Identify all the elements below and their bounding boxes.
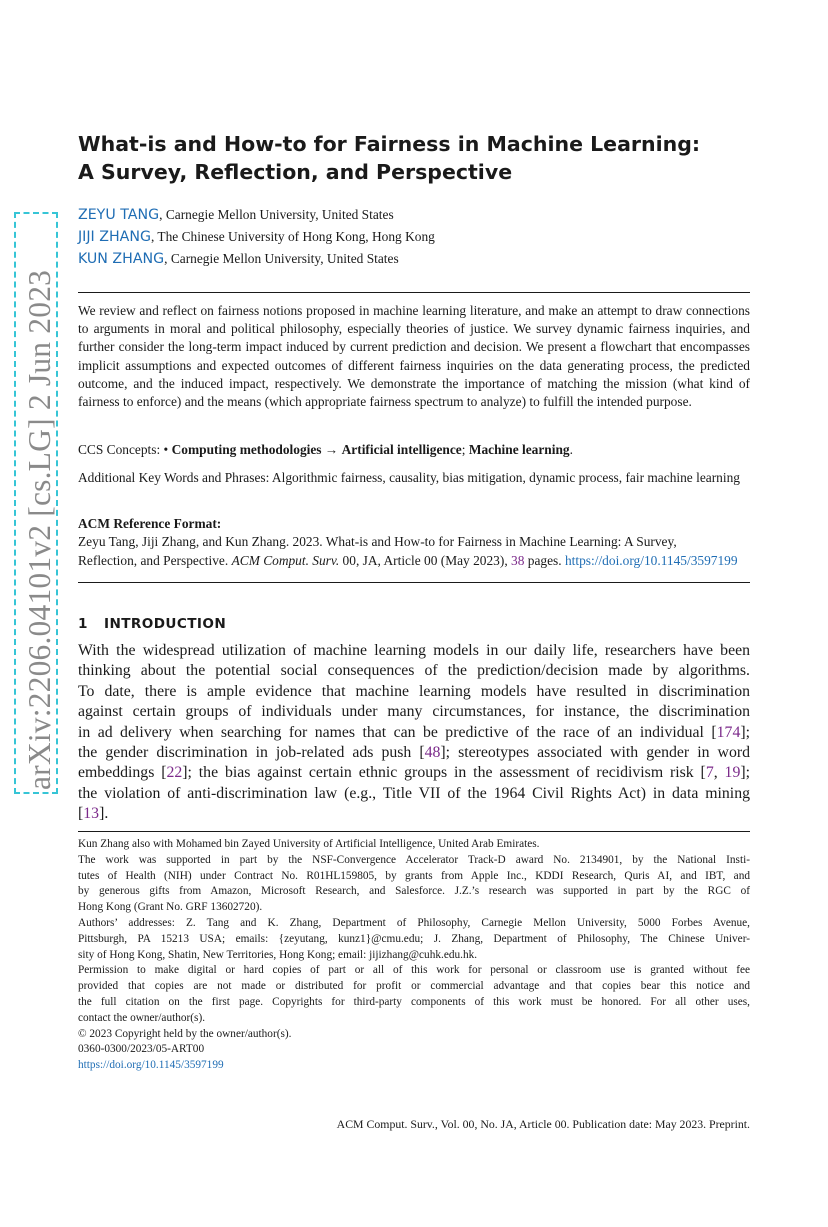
body-line xyxy=(78,743,750,763)
reference-format-heading: ACM Reference Format: xyxy=(78,516,222,531)
section-title: INTRODUCTION xyxy=(104,616,227,632)
reference-line: Zeyu Tang, Jiji Zhang, and Kun Zhang. 2023. What-is and How-to for Fairness in Machine Learning: A Survey, xyxy=(78,534,677,549)
section-heading xyxy=(78,616,226,632)
footnote-line: The work was supported in part by the NSF-Convergence Accelerator Track-D award No. 2134901, by the National Insti- xyxy=(78,853,750,866)
body-text: ]; xyxy=(740,723,750,741)
body-text: in ad delivery when searching for names that can be predictive of the race of an individual [ xyxy=(78,723,717,741)
ccs-arrow: → xyxy=(321,442,342,457)
paper-title-line: What-is and How-to for Fairness in Machine Learning: xyxy=(78,132,701,156)
author-entry xyxy=(78,204,758,226)
citation-link[interactable]: 13 xyxy=(83,805,100,823)
citation-link[interactable]: 7 xyxy=(705,764,714,782)
body-text: [ xyxy=(78,805,84,823)
ccs-separator: ; xyxy=(461,442,469,457)
footnote-line: Authors’ addresses: Z. Tang and K. Zhang, Department of Philosophy, Carnegie Mellon University, 5000 Forbes Avenue, xyxy=(78,916,750,929)
doi-link[interactable]: https://doi.org/10.1145/3597199 xyxy=(564,552,738,568)
abstract-top-rule xyxy=(78,292,750,293)
page-count-link[interactable]: 38 xyxy=(511,552,525,568)
author-affiliation: , Carnegie Mellon University, United States xyxy=(164,251,399,266)
ccs-term: Computing methodologies xyxy=(171,442,322,457)
ccs-concepts xyxy=(78,441,750,459)
footnote-line: the full citation on the first page. Copyrights for third-party components of this work must be honored. For all other uses, xyxy=(78,995,750,1008)
body-line: against certain groups of individuals under many circumstances, for instance, the discrimination xyxy=(78,703,750,721)
reference-format xyxy=(78,533,808,570)
issn-line: 0360-0300/2023/05-ART00 xyxy=(78,1043,205,1056)
paper-title xyxy=(78,130,758,186)
footnote-rule xyxy=(78,831,750,832)
running-footer: ACM Comput. Surv., Vol. 00, No. JA, Article 00. Publication date: May 2023. Preprint. xyxy=(336,1117,750,1131)
body-text: , xyxy=(713,764,725,782)
footnotes xyxy=(78,837,750,1074)
reference-text: 00, JA, Article 00 (May 2023), xyxy=(339,552,512,568)
introduction-paragraph xyxy=(78,641,750,825)
body-text: ]; xyxy=(740,764,750,782)
section-number: 1 xyxy=(78,616,88,632)
citation-link[interactable]: 174 xyxy=(716,723,741,741)
journal-name: ACM Comput. Surv. xyxy=(231,552,340,568)
body-line: With the widespread utilization of machine learning models in our daily life, researchers have been xyxy=(78,642,750,659)
footnote-line: Pittsburgh, PA 15213 USA; emails: {zeyutang, kunz1}@cmu.edu; J. Zhang, Department of Philosophy, The Chinese Univer- xyxy=(78,932,750,945)
author-affiliation: , The Chinese University of Hong Kong, Hong Kong xyxy=(150,229,435,244)
footnote-line: contact the owner/author(s). xyxy=(78,1011,206,1024)
author-affiliation: , Carnegie Mellon University, United States xyxy=(159,207,394,222)
body-text: ]; stereotypes associated with gender in word xyxy=(440,744,750,762)
footnote-line: by generous gifts from Amazon, Microsoft Research, and Salesforce. J.Z.’s research was supported in part by the RGC of xyxy=(78,885,750,898)
ccs-prefix: CCS Concepts: • xyxy=(78,442,172,457)
body-line xyxy=(78,763,750,783)
body-line xyxy=(78,804,750,824)
reference-text: pages. xyxy=(524,552,565,568)
footnote-line: Permission to make digital or hard copies of part or all of this work for personal or classroom use is granted without fee xyxy=(78,964,750,977)
body-line: the violation of anti-discrimination law (e.g., Title VII of the 1964 Civil Rights Act) in data mining xyxy=(78,784,750,802)
copyright-line: © 2023 Copyright held by the owner/author(s). xyxy=(78,1027,292,1040)
body-line: To date, there is ample evidence that machine learning models have resulted in discrimination xyxy=(78,682,750,700)
author-list xyxy=(78,204,758,270)
body-text: embeddings [ xyxy=(78,764,167,782)
footnote-line: tutes of Health (NIH) under Contract No. R01HL159805, by grants from Apple Inc., KDDI Research, Quris AI, and IBT, and xyxy=(78,869,750,882)
author-name[interactable]: ZEYU TANG xyxy=(78,207,160,223)
ccs-end: . xyxy=(569,442,573,457)
body-line xyxy=(78,723,750,743)
abstract-bottom-rule xyxy=(78,582,750,583)
citation-link[interactable]: 22 xyxy=(166,764,183,782)
footnote-line: sity of Hong Kong, Shatin, New Territories, Hong Kong; email: jijizhang@cuhk.edu.hk. xyxy=(78,948,478,961)
body-line: thinking about the potential social consequences of the prediction/decision made by algorithms. xyxy=(78,662,750,680)
footnote-doi-link[interactable]: https://doi.org/10.1145/3597199 xyxy=(78,1059,224,1072)
reference-line xyxy=(78,552,808,571)
ccs-term: Artificial intelligence xyxy=(341,442,462,457)
body-text: ]. xyxy=(99,805,109,823)
reference-text: Reflection, and Perspective. xyxy=(78,552,232,568)
author-name[interactable]: KUN ZHANG xyxy=(78,251,165,267)
arxiv-stamp[interactable]: arXiv:2206.04101v2 [cs.LG] 2 Jun 2023 xyxy=(22,269,57,790)
footnote-line: Kun Zhang also with Mohamed bin Zayed University of Artificial Intelligence, United Arab Emirates. xyxy=(78,838,540,850)
abstract: We review and reflect on fairness notions proposed in machine learning literature, and make an attempt to draw connections to arguments in moral and political philosophy, especially theories of justice. We survey dynamic fairness inquiries, and further consider the long-term impact induced by current prediction and decision. We present a flowchart that encompasses implicit assumptions and expected outcomes of different fairness inquiries on the data generating process, the predicted outcome, and the induced impact, respectively. We demonstrate the importance of matching the mission (what kind of fairness to enforce) and the means (which appropriate fairness spectrum to analyze) to fulfill the intended purpose. xyxy=(78,303,750,410)
keywords: Additional Key Words and Phrases: Algorithmic fairness, causality, bias mitigation, dynamic process, fair machine learning xyxy=(78,470,740,485)
author-name[interactable]: JIJI ZHANG xyxy=(78,229,151,245)
body-text: ]; the bias against certain ethnic groups in the assessment of recidivism risk [ xyxy=(182,764,706,782)
author-entry xyxy=(78,248,758,270)
ccs-term: Machine learning xyxy=(468,442,570,457)
citation-link[interactable]: 19 xyxy=(724,764,741,782)
body-text: the gender discrimination in job-related ads push [ xyxy=(78,744,425,762)
footnote-line: provided that copies are not made or distributed for profit or commercial advantage and that copies bear this notice and xyxy=(78,980,750,993)
paper-title-line: A Survey, Reflection, and Perspective xyxy=(78,160,513,184)
citation-link[interactable]: 48 xyxy=(424,744,441,762)
footnote-line: Hong Kong (Grant No. GRF 13602720). xyxy=(78,901,263,914)
author-entry xyxy=(78,226,758,248)
